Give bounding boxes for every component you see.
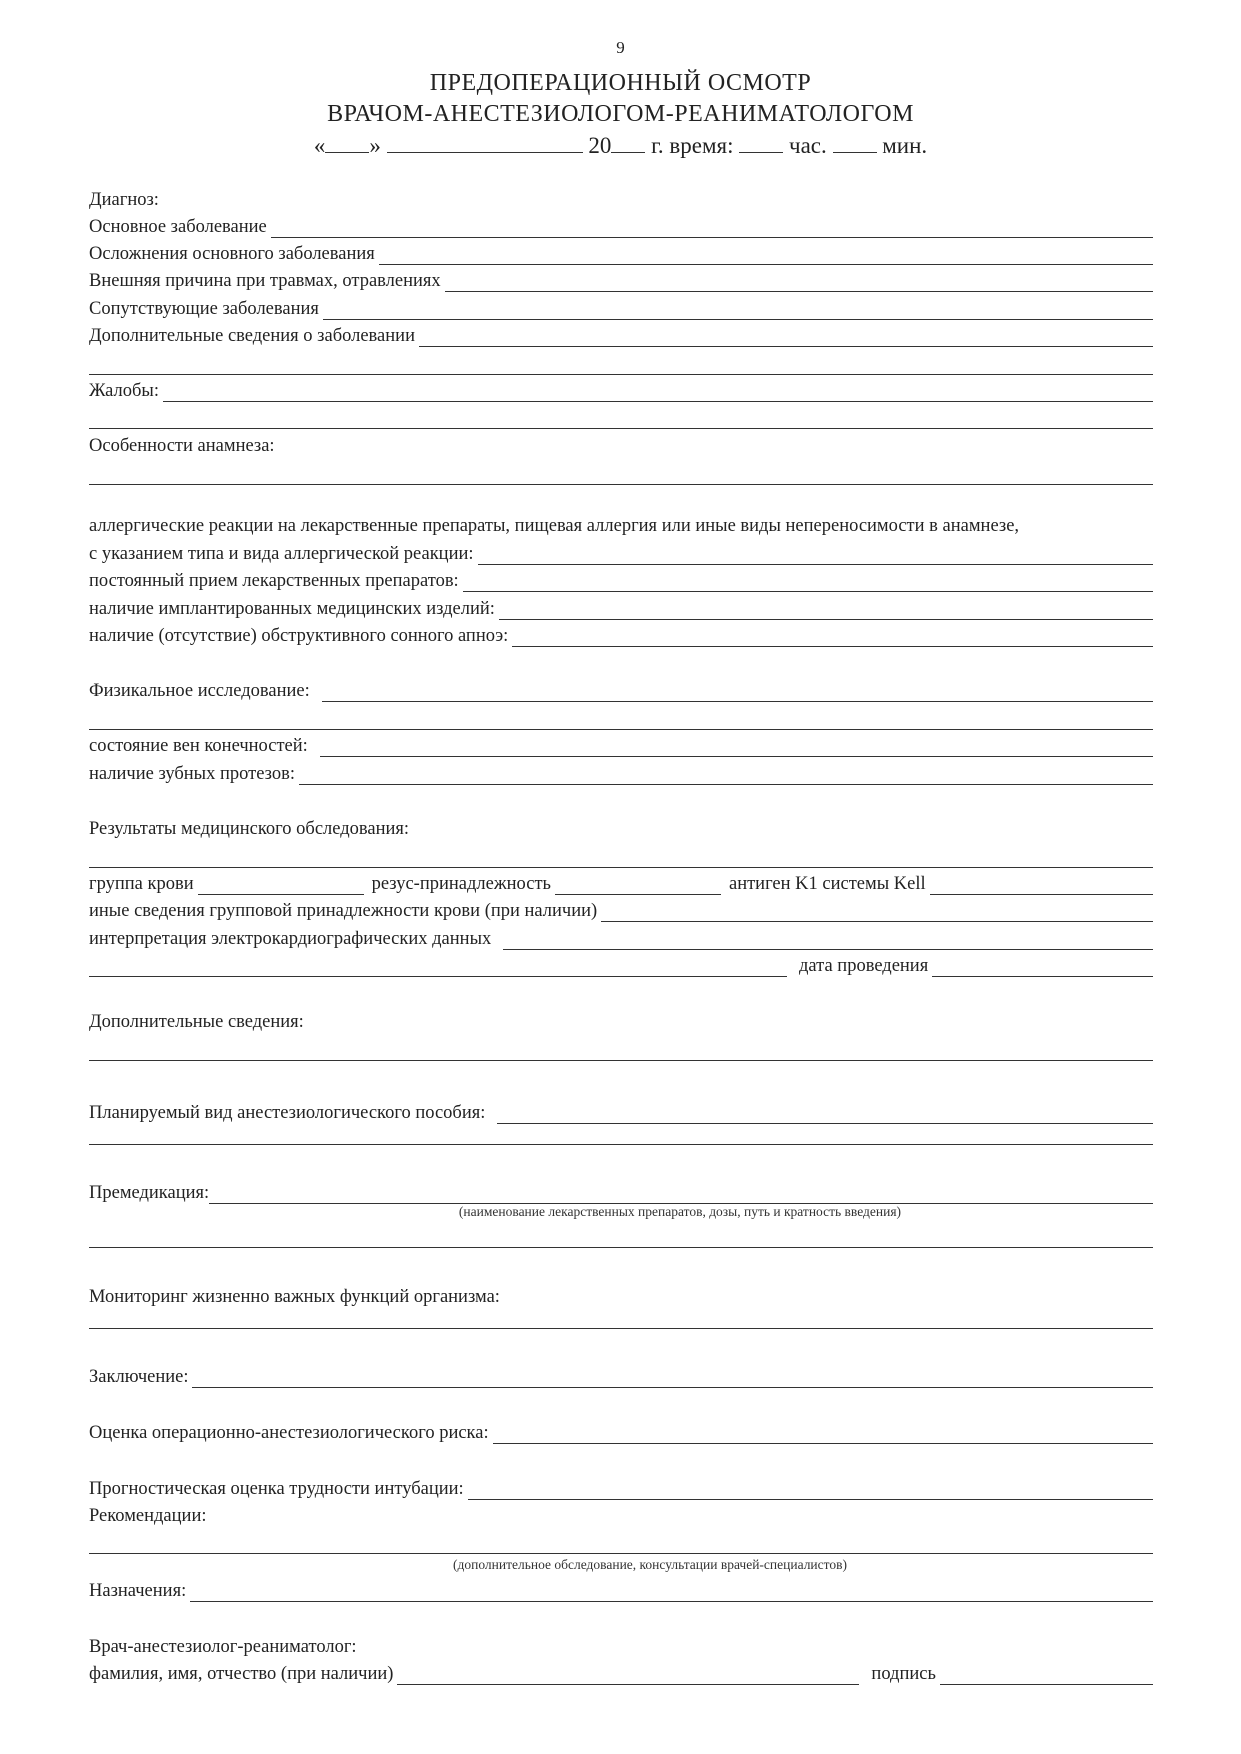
constant-meds-field[interactable] xyxy=(463,574,1153,592)
ecg-date-row xyxy=(89,953,1153,977)
planned-anesthesia-row xyxy=(89,1100,1153,1124)
complaints-line2[interactable] xyxy=(89,428,1153,429)
constant-meds-label: постоянный прием лекарственных препаратов: xyxy=(89,571,459,591)
year-field[interactable] xyxy=(611,134,645,153)
anamnesis-line[interactable] xyxy=(89,484,1153,485)
premedication-row xyxy=(89,1180,1153,1204)
external-cause-label: Внешняя причина при травмах, отравлениях xyxy=(89,271,441,291)
planned-anesthesia-field[interactable] xyxy=(497,1106,1153,1124)
page-number: 9 xyxy=(616,38,625,57)
concomitant-row xyxy=(89,296,1153,320)
allergy-row1 xyxy=(89,513,1153,537)
monitoring-line[interactable] xyxy=(89,1328,1153,1329)
month-field[interactable] xyxy=(387,134,583,153)
external-cause-row xyxy=(89,268,1153,292)
risk-row xyxy=(89,1420,1153,1444)
diagnosis-heading: Диагноз: xyxy=(89,190,159,210)
intubation-label: Прогностическая оценка трудности интубации: xyxy=(89,1479,464,1499)
implants-row xyxy=(89,596,1153,620)
risk-label: Оценка операционно-анестезиологического риска: xyxy=(89,1423,489,1443)
additional-disease-row xyxy=(89,323,1153,347)
allergy-label-line1: аллергические реакции на лекарственные препараты, пищевая аллергия или иные виды непереносимости в анамнезе, xyxy=(89,516,1020,536)
other-blood-row xyxy=(89,898,1153,922)
signature-label: подпись xyxy=(871,1664,936,1684)
results-heading: Результаты медицинского обследования: xyxy=(89,819,410,839)
date-time-line xyxy=(0,133,1241,159)
prescriptions-row xyxy=(89,1578,1153,1602)
planned-anesthesia-label: Планируемый вид анестезиологического пособия: xyxy=(89,1103,486,1123)
date-done-field[interactable] xyxy=(932,959,1153,977)
monitoring-label: Мониторинг жизненно важных функций организма: xyxy=(89,1287,500,1307)
premedication-label: Премедикация: xyxy=(89,1183,210,1203)
minutes-label: мин. xyxy=(882,133,928,158)
day-field[interactable] xyxy=(325,134,369,153)
anamnesis-heading-row xyxy=(89,433,1153,457)
doctor-name-field[interactable] xyxy=(397,1667,859,1685)
premedication-field[interactable] xyxy=(209,1186,1153,1204)
doctor-name-label: фамилия, имя, отчество (при наличии) xyxy=(89,1664,394,1684)
planned-anesthesia-line2[interactable] xyxy=(89,1144,1153,1145)
results-heading-row xyxy=(89,816,1153,840)
complications-field[interactable] xyxy=(379,247,1153,265)
allergy-field[interactable] xyxy=(478,547,1153,565)
premedication-hint: (наименование лекарственных препаратов, дозы, путь и кратность введения) xyxy=(458,1204,902,1219)
intubation-row xyxy=(89,1476,1153,1500)
conclusion-label: Заключение: xyxy=(89,1367,189,1387)
dentures-label: наличие зубных протезов: xyxy=(89,764,295,784)
doctor-heading-row xyxy=(89,1634,1153,1658)
date-close-quote: » xyxy=(369,133,381,158)
additional-disease-label: Дополнительные сведения о заболевании xyxy=(89,326,415,346)
date-open-quote: « xyxy=(313,133,326,158)
dentures-field[interactable] xyxy=(299,767,1153,785)
prescriptions-label: Назначения: xyxy=(89,1581,187,1601)
main-disease-field[interactable] xyxy=(271,220,1153,238)
form-title-line1: ПРЕДОПЕРАЦИОННЫЙ ОСМОТР xyxy=(429,70,812,96)
blood-group-field[interactable] xyxy=(198,877,364,895)
doctor-name-row xyxy=(89,1661,1153,1685)
allergy-row2 xyxy=(89,541,1153,565)
conclusion-row xyxy=(89,1364,1153,1388)
apnea-field[interactable] xyxy=(512,629,1153,647)
complaints-field[interactable] xyxy=(163,384,1153,402)
implants-label: наличие имплантированных медицинских изделий: xyxy=(89,599,495,619)
recommendations-line[interactable] xyxy=(89,1553,1153,1554)
additional-info-row xyxy=(89,1009,1153,1033)
external-cause-field[interactable] xyxy=(445,274,1153,292)
dentures-row xyxy=(89,761,1153,785)
main-disease-row xyxy=(89,214,1153,238)
apnea-row xyxy=(89,623,1153,647)
recommendations-row xyxy=(89,1503,1153,1527)
veins-field[interactable] xyxy=(320,739,1153,757)
risk-field[interactable] xyxy=(493,1426,1153,1444)
kell-label: антиген K1 системы Kell xyxy=(728,874,926,894)
additional-disease-field[interactable] xyxy=(419,329,1153,347)
intubation-field[interactable] xyxy=(468,1482,1153,1500)
ecg-row xyxy=(89,926,1153,950)
date-done-label: дата проведения xyxy=(799,956,929,976)
year-prefix: 20 xyxy=(588,133,612,158)
monitoring-row xyxy=(89,1284,1153,1308)
main-disease-label: Основное заболевание xyxy=(89,217,267,237)
complications-row xyxy=(89,241,1153,265)
doctor-heading: Врач-анестезиолог-реаниматолог: xyxy=(89,1637,357,1657)
physical-field[interactable] xyxy=(322,684,1153,702)
other-blood-label: иные сведения групповой принадлежности крови (при наличии) xyxy=(89,901,598,921)
hours-label: час. xyxy=(789,133,827,158)
physical-line2[interactable] xyxy=(89,729,1153,730)
hours-field[interactable] xyxy=(739,134,783,153)
ecg-label: интерпретация электрокардиографических данных xyxy=(89,929,492,949)
minutes-field[interactable] xyxy=(833,134,877,153)
physical-row xyxy=(89,678,1153,702)
time-label: г. время: xyxy=(651,133,734,158)
rhesus-label: резус-принадлежность xyxy=(371,874,551,894)
diagnosis-heading-row xyxy=(89,187,1153,211)
additional-info-line[interactable] xyxy=(89,1060,1153,1061)
results-line[interactable] xyxy=(89,867,1153,868)
recommendations-label: Рекомендации: xyxy=(89,1506,207,1526)
blood-row xyxy=(89,871,1153,895)
physical-label: Физикальное исследование: xyxy=(89,681,310,701)
concomitant-field[interactable] xyxy=(323,302,1153,320)
complaints-row xyxy=(89,378,1153,402)
constant-meds-row xyxy=(89,568,1153,592)
prescriptions-field[interactable] xyxy=(190,1584,1153,1602)
additional-disease-line2[interactable] xyxy=(89,374,1153,375)
recommendations-hint: (дополнительное обследование, консультации врачей-специалистов) xyxy=(453,1557,847,1572)
anamnesis-heading: Особенности анамнеза: xyxy=(89,436,275,456)
additional-info-label: Дополнительные сведения: xyxy=(89,1012,304,1032)
implants-field[interactable] xyxy=(499,602,1153,620)
conclusion-field[interactable] xyxy=(192,1370,1153,1388)
ecg-field[interactable] xyxy=(503,932,1153,950)
veins-label: состояние вен конечностей: xyxy=(89,736,308,756)
complications-label: Осложнения основного заболевания xyxy=(89,244,375,264)
other-blood-field[interactable] xyxy=(601,904,1153,922)
rhesus-field[interactable] xyxy=(555,877,721,895)
veins-row xyxy=(89,733,1153,757)
kell-field[interactable] xyxy=(930,877,1153,895)
form-title-line2: ВРАЧОМ-АНЕСТЕЗИОЛОГОМ-РЕАНИМАТОЛОГОМ xyxy=(327,101,914,127)
allergy-label-line2: с указанием типа и вида аллергической реакции: xyxy=(89,544,474,564)
signature-field[interactable] xyxy=(940,1667,1153,1685)
ecg-line2[interactable] xyxy=(89,959,787,977)
concomitant-label: Сопутствующие заболевания xyxy=(89,299,319,319)
complaints-label: Жалобы: xyxy=(89,381,159,401)
premedication-line2[interactable] xyxy=(89,1247,1153,1248)
apnea-label: наличие (отсутствие) обструктивного сонного апноэ: xyxy=(89,626,509,646)
blood-group-label: группа крови xyxy=(89,874,194,894)
